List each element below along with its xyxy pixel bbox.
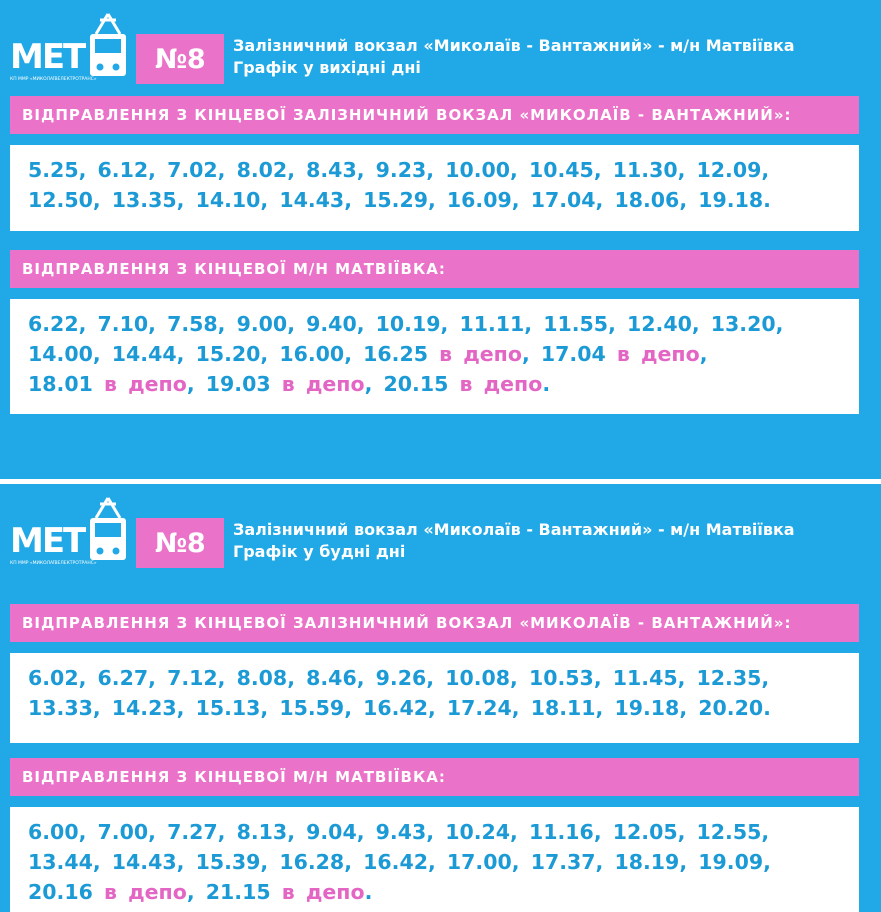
time-value: 10.00: [445, 158, 511, 182]
time-value: 8.02: [236, 158, 288, 182]
time-value: 15.13: [195, 696, 261, 720]
section-heading-from-station: ВІДПРАВЛЕННЯ З КІНЦЕВОЇ ЗАЛІЗНИЧНИЙ ВОКЗАЛ «МИКОЛАЇВ - ВАНТАЖНИЙ»:: [10, 604, 859, 642]
departure-time: 14.00,: [28, 342, 101, 366]
time-value: 7.12: [167, 666, 218, 690]
departure-time: 8.43,: [306, 158, 365, 182]
time-value: 17.00: [446, 850, 512, 874]
time-value: 16.28: [279, 850, 345, 874]
time-value: 8.08: [236, 666, 288, 690]
times-list-from-station: [10, 145, 859, 231]
departure-time: 15.20,: [195, 342, 269, 366]
departure-time: 8.08,: [236, 666, 295, 690]
schedule-header: [0, 0, 881, 90]
departure-time: 18.19,: [614, 850, 688, 874]
departure-time: 15.29,: [363, 188, 436, 212]
departure-time: 16.42,: [363, 696, 436, 720]
time-value: 19.09: [698, 850, 764, 874]
departure-time: 11.45,: [612, 666, 686, 690]
departure-time: 7.02,: [167, 158, 226, 182]
departure-time: 20.20.: [698, 696, 771, 720]
departure-time: 5.25,: [28, 158, 87, 182]
time-value: 12.50: [28, 188, 93, 212]
departure-time: 17.00,: [446, 850, 520, 874]
depo-label: в депо: [281, 372, 365, 396]
time-value: 6.00: [28, 820, 79, 844]
departure-time: 9.04,: [306, 820, 365, 844]
met-logo: [8, 494, 132, 570]
departure-time: 17.04,: [530, 188, 604, 212]
departure-time: 6.27,: [97, 666, 156, 690]
section-heading-from-matviivka: ВІДПРАВЛЕННЯ З КІНЦЕВОЇ М/Н МАТВІЇВКА:: [10, 758, 859, 796]
time-value: 11.45: [612, 666, 678, 690]
time-value: 12.05: [612, 820, 678, 844]
departure-time: 12.35,: [696, 666, 770, 690]
departure-time: 6.02,: [28, 666, 87, 690]
departure-time: 12.50,: [28, 188, 101, 212]
time-value: 13.20: [710, 312, 776, 336]
departure-time: 14.44,: [111, 342, 185, 366]
departure-time: 10.45,: [528, 158, 602, 182]
time-value: 15.39: [195, 850, 261, 874]
time-value: 14.43: [279, 188, 345, 212]
departure-time: 9.43,: [375, 820, 435, 844]
time-value: 15.20: [195, 342, 261, 366]
time-value: 18.19: [614, 850, 680, 874]
departure-time: 9.00,: [236, 312, 295, 336]
time-value: 11.30: [612, 158, 678, 182]
times-list-from-station: [10, 653, 859, 743]
departure-time: 7.27,: [167, 820, 226, 844]
time-value: 17.04: [530, 188, 596, 212]
departure-time: 10.24,: [445, 820, 518, 844]
time-value: 20.15: [383, 372, 449, 396]
time-value: 12.55: [696, 820, 762, 844]
time-value: 19.03: [205, 372, 271, 396]
departure-time: 11.30,: [612, 158, 686, 182]
departure-time: 13.35,: [111, 188, 185, 212]
times-list-from-matviivka: [10, 299, 859, 414]
time-value: 6.12: [97, 158, 149, 182]
departure-time: 12.55,: [696, 820, 770, 844]
depo-label: в депо: [103, 372, 187, 396]
departure-time: 14.43,: [111, 850, 185, 874]
time-value: 18.06: [614, 188, 680, 212]
depo-label: в депо: [281, 880, 365, 904]
time-value: 14.23: [111, 696, 177, 720]
time-value: 7.00: [97, 820, 149, 844]
departure-time: 19.09,: [698, 850, 771, 874]
time-value: 10.19: [375, 312, 441, 336]
departure-time: 6.22,: [28, 312, 87, 336]
time-value: 6.27: [97, 666, 149, 690]
departure-time: 13.33,: [28, 696, 101, 720]
departure-time: 9.40,: [306, 312, 365, 336]
departure-time: 7.58,: [167, 312, 226, 336]
departure-time: 8.46,: [306, 666, 365, 690]
route-number: №8: [136, 34, 224, 84]
depo-label: в депо: [616, 342, 700, 366]
time-value: 17.37: [530, 850, 596, 874]
time-value: 16.09: [446, 188, 512, 212]
time-value: 16.25: [363, 342, 428, 366]
met-logo: [8, 10, 132, 86]
departure-time: 15.13,: [195, 696, 269, 720]
departure-time: 11.11,: [459, 312, 533, 336]
departure-time: 12.40,: [627, 312, 700, 336]
time-value: 7.58: [167, 312, 218, 336]
departure-time: 15.59,: [279, 696, 352, 720]
time-value: 19.18: [698, 188, 764, 212]
time-value: 9.26: [375, 666, 427, 690]
time-value: 16.42: [363, 696, 428, 720]
departure-time: 7.00,: [97, 820, 156, 844]
time-value: 9.23: [375, 158, 427, 182]
time-value: 6.22: [28, 312, 79, 336]
departure-time: 12.09,: [696, 158, 770, 182]
departure-time: 16.28,: [279, 850, 352, 874]
departure-time: 15.39,: [195, 850, 269, 874]
departure-time: 8.13,: [236, 820, 295, 844]
section-heading-from-station: ВІДПРАВЛЕННЯ З КІНЦЕВОЇ ЗАЛІЗНИЧНИЙ ВОКЗАЛ «МИКОЛАЇВ - ВАНТАЖНИЙ»:: [10, 96, 859, 134]
departure-time: 10.19,: [375, 312, 449, 336]
departure-time: 19.03 в депо,: [205, 372, 373, 396]
departure-time: 16.09,: [446, 188, 520, 212]
departure-time: 10.53,: [528, 666, 602, 690]
logo-text: МЕТ: [10, 37, 85, 77]
time-value: 13.35: [111, 188, 177, 212]
time-value: 20.16: [28, 880, 93, 904]
time-value: 9.04: [306, 820, 357, 844]
time-value: 13.33: [28, 696, 93, 720]
time-value: 18.11: [530, 696, 596, 720]
departure-time: 17.37,: [530, 850, 604, 874]
departure-time: 16.42,: [363, 850, 436, 874]
departure-time: 14.43,: [279, 188, 352, 212]
schedule-type: Графік у будні дні: [233, 542, 406, 561]
tram-icon: [90, 498, 126, 560]
departure-time: 20.15 в депо.: [383, 372, 551, 396]
time-value: 14.44: [111, 342, 177, 366]
departure-time: 9.23,: [375, 158, 435, 182]
departure-time: 14.10,: [195, 188, 269, 212]
time-value: 14.10: [195, 188, 261, 212]
departure-time: 11.55,: [543, 312, 616, 336]
departure-time: 17.04 в депо,: [540, 342, 708, 366]
section-heading-from-matviivka: ВІДПРАВЛЕННЯ З КІНЦЕВОЇ М/Н МАТВІЇВКА:: [10, 250, 859, 288]
schedule-type: Графік у вихідні дні: [233, 58, 421, 77]
departure-time: 17.24,: [446, 696, 520, 720]
time-value: 18.01: [28, 372, 93, 396]
time-value: 10.45: [528, 158, 594, 182]
departure-time: 20.16 в депо,: [28, 880, 195, 904]
time-value: 11.16: [528, 820, 594, 844]
schedule-header: [0, 484, 881, 574]
departure-time: 21.15 в депо.: [205, 880, 373, 904]
route-number: №8: [136, 518, 224, 568]
time-value: 17.24: [446, 696, 512, 720]
departure-time: 19.18.: [698, 188, 771, 212]
time-value: 9.40: [306, 312, 357, 336]
departure-time: 6.00,: [28, 820, 87, 844]
time-value: 7.27: [167, 820, 218, 844]
departure-time: 13.20,: [710, 312, 784, 336]
depo-label: в депо: [459, 372, 543, 396]
departure-time: 18.11,: [530, 696, 604, 720]
departure-time: 9.26,: [375, 666, 435, 690]
time-value: 11.55: [543, 312, 609, 336]
departure-time: 7.12,: [167, 666, 226, 690]
time-value: 16.42: [363, 850, 428, 874]
logo-text: МЕТ: [10, 521, 85, 561]
time-value: 15.29: [363, 188, 428, 212]
departure-time: 7.10,: [97, 312, 156, 336]
departure-time: 10.00,: [445, 158, 518, 182]
time-value: 15.59: [279, 696, 345, 720]
departure-time: 6.12,: [97, 158, 156, 182]
departure-time: 8.02,: [236, 158, 295, 182]
depo-label: в депо: [103, 880, 187, 904]
time-value: 21.15: [205, 880, 271, 904]
departure-time: 19.18,: [614, 696, 688, 720]
time-value: 13.44: [28, 850, 93, 874]
departure-time: 14.23,: [111, 696, 185, 720]
time-value: 8.13: [236, 820, 288, 844]
time-value: 7.02: [167, 158, 218, 182]
times-list-from-matviivka: [10, 807, 859, 912]
time-value: 9.43: [375, 820, 427, 844]
departure-time: 18.01 в депо,: [28, 372, 195, 396]
time-value: 12.09: [696, 158, 762, 182]
departure-time: 10.08,: [445, 666, 518, 690]
time-value: 14.43: [111, 850, 177, 874]
time-value: 10.24: [445, 820, 511, 844]
time-value: 10.08: [445, 666, 511, 690]
departure-time: 16.25 в депо,: [363, 342, 530, 366]
time-value: 14.00: [28, 342, 93, 366]
time-value: 8.46: [306, 666, 357, 690]
departure-time: 18.06,: [614, 188, 688, 212]
departure-time: 16.00,: [279, 342, 352, 366]
time-value: 12.40: [627, 312, 692, 336]
time-value: 9.00: [236, 312, 288, 336]
route-title: Залізничний вокзал «Миколаїв - Вантажний» - м/н Матвіївка: [233, 520, 795, 539]
time-value: 5.25: [28, 158, 79, 182]
tram-icon: [90, 14, 126, 76]
route-title: Залізничний вокзал «Миколаїв - Вантажний» - м/н Матвіївка: [233, 36, 795, 55]
time-value: 19.18: [614, 696, 680, 720]
time-value: 11.11: [459, 312, 525, 336]
time-value: 6.02: [28, 666, 79, 690]
time-value: 16.00: [279, 342, 345, 366]
time-value: 8.43: [306, 158, 357, 182]
departure-time: 13.44,: [28, 850, 101, 874]
schedule-panel-weekday: [0, 484, 881, 912]
depo-label: в депо: [439, 342, 522, 366]
time-value: 10.53: [528, 666, 594, 690]
departure-time: 11.16,: [528, 820, 602, 844]
time-value: 17.04: [540, 342, 606, 366]
time-value: 12.35: [696, 666, 762, 690]
time-value: 7.10: [97, 312, 149, 336]
time-value: 20.20: [698, 696, 764, 720]
departure-time: 12.05,: [612, 820, 686, 844]
logo-subtext: КП ММР «МИКОЛАЇВЕЛЕКТРОТРАНС»: [10, 77, 97, 82]
logo-subtext: КП ММР «МИКОЛАЇВЕЛЕКТРОТРАНС»: [10, 561, 97, 566]
